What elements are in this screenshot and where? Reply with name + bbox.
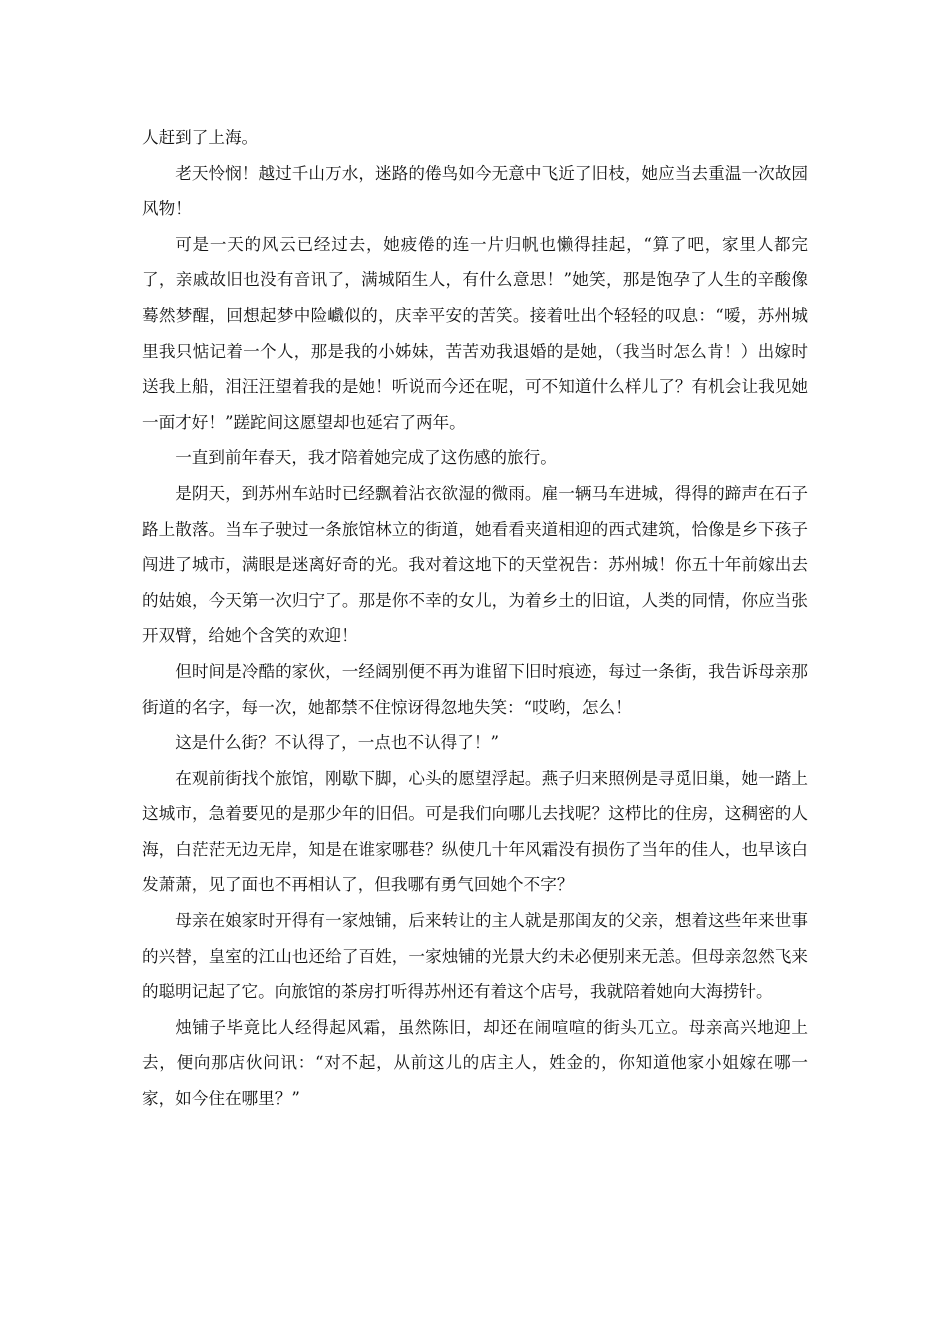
paragraph: 老天怜悯！越过千山万水，迷路的倦鸟如今无意中飞近了旧枝，她应当去重温一次故园风物！ [142,163,808,219]
paragraph: 在观前街找个旅馆，刚歇下脚，心头的愿望浮起。燕子归来照例是寻觅旧巢，她一踏上这城市，急着要见的是那少年的旧侣。可是我们向哪儿去找呢？这栉比的住房，这稠密的人海，白茫茫无边无岸，知是在谁家哪巷？纵使几十年风霜没有损伤了当年的佳人，也早该白发萧萧，见了面也不再相认了，但我哪有勇气回她个不字？ [142,768,808,895]
document-body [142,120,808,1117]
paragraph: 人赶到了上海。 [142,128,259,147]
paragraph: 可是一天的风云已经过去，她疲倦的连一片归帆也懒得挂起，“算了吧，家里人都完了，亲戚故旧也没有音讯了，满城陌生人，有什么意思！”她笑，那是饱孕了人生的辛酸像蓦然梦醒，回想起梦中险巇似的，庆幸平安的苦笑。接着吐出个轻轻的叹息：“嗳，苏州城里我只惦记着一个人，那是我的小姊妹，苦苦劝我退婚的是她，（我当时怎么肯！）出嫁时送我上船，泪汪汪望着我的是她！听说而今还在呢，可不知道什么样儿了？有机会让我见她一面才好！”蹉跎间这愿望却也延宕了两年。 [142,234,808,432]
paragraph: 母亲在娘家时开得有一家烛铺，后来转让的主人就是那闺友的父亲，想着这些年来世事的兴替，皇室的江山也还给了百姓，一家烛铺的光景大约未必便别来无恙。但母亲忽然飞来的聪明记起了它。向旅馆的茶房打听得苏州还有着这个店号，我就陪着她向大海捞针。 [142,911,808,1002]
paragraph: 但时间是冷酷的家伙，一经阔别便不再为谁留下旧时痕迹，每过一条街，我告诉母亲那街道的名字，每一次，她都禁不住惊讶得忽地失笑：“哎哟，怎么！ [142,661,808,717]
paragraph: 烛铺子毕竟比人经得起风霜，虽然陈旧，却还在闹喧喧的街头兀立。母亲高兴地迎上去，便向那店伙问讯：“对不起，从前这儿的店主人，姓金的，你知道他家小姐嫁在哪一家，如今住在哪里？” [142,1017,808,1109]
paragraph: 一直到前年春天，我才陪着她完成了这伤感的旅行。 [175,448,557,468]
paragraph: 这是什么街？不认得了，一点也不认得了！” [175,733,499,753]
paragraph: 是阴天，到苏州车站时已经飘着沾衣欲湿的微雨。雇一辆马车进城，得得的蹄声在石子路上散落。当车子驶过一条旅馆林立的街道，她看看夹道相迎的西式建筑，恰像是乡下孩子闯进了城市，满眼是迷离好奇的光。我对着这地下的天堂祝告：苏州城！你五十年前嫁出去的姑娘，今天第一次归宁了。那是你不幸的女儿，为着乡土的旧谊，人类的同情，你应当张开双臂，给她个含笑的欢迎！ [142,483,808,646]
